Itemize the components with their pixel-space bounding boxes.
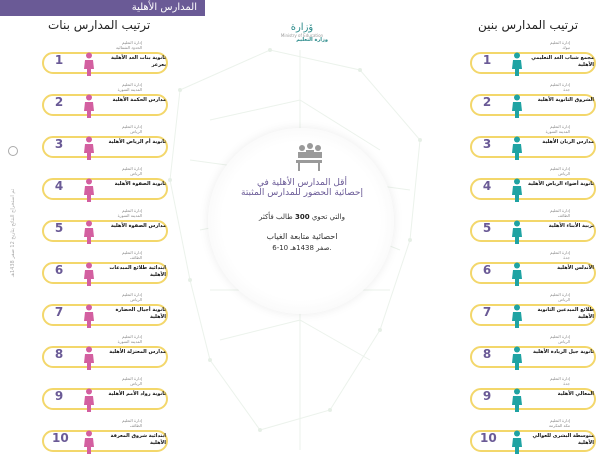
logo-name: وزارة التعليم <box>296 37 328 43</box>
region-label: الرياض <box>130 129 142 134</box>
rank-number: 9 <box>482 389 492 403</box>
girls-list <box>42 40 170 460</box>
girls-row <box>42 82 170 124</box>
admin-label: إدارة التعليم <box>550 418 570 423</box>
logo-mark: ﯙﺯﺍﺭﺓ <box>290 22 314 33</box>
boys-row <box>470 376 598 418</box>
male-person-icon <box>510 178 524 202</box>
girls-row <box>42 292 170 334</box>
region-label: المدينة المنورة <box>545 129 570 134</box>
ministry-logo <box>272 22 332 43</box>
region-label: مكة المكرمة <box>548 423 570 428</box>
school-name: مدارس الحكمة الأهلية <box>112 97 166 103</box>
rank-number: 4 <box>54 179 64 193</box>
school-name: الشروق الثانوية الأهلية <box>537 97 594 103</box>
female-person-icon <box>82 430 96 454</box>
boys-row <box>470 208 598 250</box>
logo-subtitle: Ministry of Education <box>280 33 324 38</box>
male-person-icon <box>510 304 524 328</box>
school-name: المعالي الأهلية <box>557 391 594 397</box>
girls-row <box>42 376 170 418</box>
boys-row <box>470 250 598 292</box>
center-title <box>228 178 376 198</box>
boys-row <box>470 124 598 166</box>
admin-label: إدارة التعليم <box>550 376 570 381</box>
rank-number: 6 <box>482 263 492 277</box>
rank-number: 2 <box>482 95 492 109</box>
side-note-text: تم استخراج النتائج بتاريخ 12 صفر 1438هـ <box>10 188 16 278</box>
rank-number: 2 <box>54 95 64 109</box>
region-label: المدينة المنورة <box>117 87 142 92</box>
rank-number: 7 <box>482 305 492 319</box>
region-label: الرياض <box>130 381 142 386</box>
rank-number: 8 <box>482 347 492 361</box>
girls-ranking-title: ترتيب المدارس بنات <box>48 18 151 32</box>
rank-number: 5 <box>54 221 64 235</box>
female-person-icon <box>82 388 96 412</box>
region-label: الرياض <box>558 297 570 302</box>
rank-number: 10 <box>480 431 497 445</box>
center-title-line2: إحصائية الحضور للمدارس المثبتة <box>241 188 363 198</box>
boys-row <box>470 292 598 334</box>
region-label: الرياض <box>558 171 570 176</box>
girls-row <box>42 124 170 166</box>
center-line3-a: والتي تحوي <box>311 213 346 221</box>
rank-number: 4 <box>482 179 492 193</box>
boys-row <box>470 82 598 124</box>
side-note <box>8 180 16 300</box>
rank-number: 1 <box>482 53 492 67</box>
admin-label: إدارة التعليم <box>550 250 570 255</box>
region-label: الطائف <box>557 213 570 218</box>
male-person-icon <box>510 220 524 244</box>
rank-number: 3 <box>54 137 64 151</box>
admin-label: إدارة التعليم <box>550 124 570 129</box>
admin-label: إدارة التعليم <box>122 82 142 87</box>
center-subtitle: احصائية متابعة الغياب <box>266 232 338 241</box>
admin-label: إدارة التعليم <box>122 40 142 45</box>
region-label: جدة <box>563 87 570 92</box>
school-name: ثانوية أضواء الرياض الأهلية <box>527 181 594 187</box>
school-name: ثانوية الصفوة الأهلية <box>114 181 166 187</box>
region-label: الطائف <box>129 255 142 260</box>
female-person-icon <box>82 262 96 286</box>
school-name: ثانوية أم الرياض الأهلية <box>108 139 166 145</box>
school-name: طلائع الميدعين الثانوية الأهلية <box>537 307 594 320</box>
rank-number: 3 <box>482 137 492 151</box>
admin-label: إدارة التعليم <box>122 208 142 213</box>
school-name: مدارس الريان الأهلية <box>542 139 594 145</box>
center-line3-b: طالب فأكثر <box>258 213 293 221</box>
admin-label: إدارة التعليم <box>122 418 142 423</box>
admin-label: إدارة التعليم <box>550 82 570 87</box>
girls-row <box>42 250 170 292</box>
male-person-icon <box>510 94 524 118</box>
admin-label: إدارة التعليم <box>122 250 142 255</box>
region-label: المدينة المنورة <box>117 339 142 344</box>
boys-row <box>470 40 598 82</box>
admin-label: إدارة التعليم <box>122 166 142 171</box>
center-title-line1: أقل المدارس الأهلية في <box>257 178 347 188</box>
center-date: 6-10 صفر 1438هـ. <box>272 244 332 252</box>
school-name: ابتدائية شروق المعرفة الأهلية <box>110 433 166 446</box>
female-person-icon <box>82 346 96 370</box>
female-person-icon <box>82 94 96 118</box>
admin-label: إدارة التعليم <box>122 376 142 381</box>
classroom-icon <box>292 140 326 174</box>
male-person-icon <box>510 262 524 286</box>
school-name: ثانوية أجيال الحضارة الأهلية <box>115 307 166 320</box>
region-label: جدة <box>563 381 570 386</box>
admin-label: إدارة التعليم <box>550 166 570 171</box>
female-person-icon <box>82 220 96 244</box>
admin-label: إدارة التعليم <box>550 334 570 339</box>
school-name: متوسطة البشرى للعوالي الأهلية <box>532 433 594 446</box>
male-person-icon <box>510 136 524 160</box>
admin-label: إدارة التعليم <box>550 208 570 213</box>
region-label: الرياض <box>130 171 142 176</box>
region-label: تبوك <box>562 45 570 50</box>
school-name: مدارس الصفوة الأهلية <box>110 223 166 229</box>
region-label: الحدود الشمالية <box>116 45 142 50</box>
rank-number: 8 <box>54 347 64 361</box>
girls-row <box>42 40 170 82</box>
school-name: ثانوية جيل الريادة الأهلية <box>533 349 594 355</box>
school-name: مدارس المعتزلة الأهلية <box>109 349 166 355</box>
female-person-icon <box>82 304 96 328</box>
admin-label: إدارة التعليم <box>122 124 142 129</box>
school-name: ابتدائية طلائع المبدعات الأهلية <box>109 265 166 278</box>
male-person-icon <box>510 346 524 370</box>
boys-row <box>470 334 598 376</box>
rank-number: 9 <box>54 389 64 403</box>
rank-number: 6 <box>54 263 64 277</box>
rank-number: 10 <box>52 431 69 445</box>
admin-label: إدارة التعليم <box>122 334 142 339</box>
section-banner: المدارس الأهلية <box>0 0 205 16</box>
rank-number: 1 <box>54 53 64 67</box>
admin-label: إدارة التعليم <box>550 40 570 45</box>
region-label: جدة <box>563 255 570 260</box>
female-person-icon <box>82 136 96 160</box>
male-person-icon <box>510 52 524 76</box>
boys-ranking-title: ترتيب المدارس بنين <box>478 18 579 32</box>
center-line3-number: 300 <box>294 213 310 221</box>
info-icon <box>8 146 18 156</box>
region-label: المدينة المنورة <box>117 213 142 218</box>
school-name: ثانوية بنات الغد الأهلية بعرعر <box>110 55 166 68</box>
school-name: تربية الأبناء الأهلية <box>548 223 594 229</box>
admin-label: إدارة التعليم <box>550 292 570 297</box>
girls-row <box>42 208 170 250</box>
boys-row <box>470 418 598 460</box>
region-label: الطائف <box>129 423 142 428</box>
rank-number: 7 <box>54 305 64 319</box>
girls-row <box>42 166 170 208</box>
boys-list <box>470 40 598 460</box>
rank-number: 5 <box>482 221 492 235</box>
admin-label: إدارة التعليم <box>122 292 142 297</box>
boys-row <box>470 166 598 208</box>
male-person-icon <box>510 388 524 412</box>
female-person-icon <box>82 178 96 202</box>
female-person-icon <box>82 52 96 76</box>
school-name: الأندلس الأهلية <box>557 265 594 271</box>
girls-row <box>42 334 170 376</box>
school-name: مجمع شباب الغد التعليمي الأهلية <box>531 55 594 68</box>
center-line3 <box>228 213 376 221</box>
girls-row <box>42 418 170 460</box>
school-name: ثانوية رواد الأمم الأهلية <box>108 391 166 397</box>
region-label: الرياض <box>130 297 142 302</box>
region-label: الرياض <box>558 339 570 344</box>
male-person-icon <box>510 430 524 454</box>
